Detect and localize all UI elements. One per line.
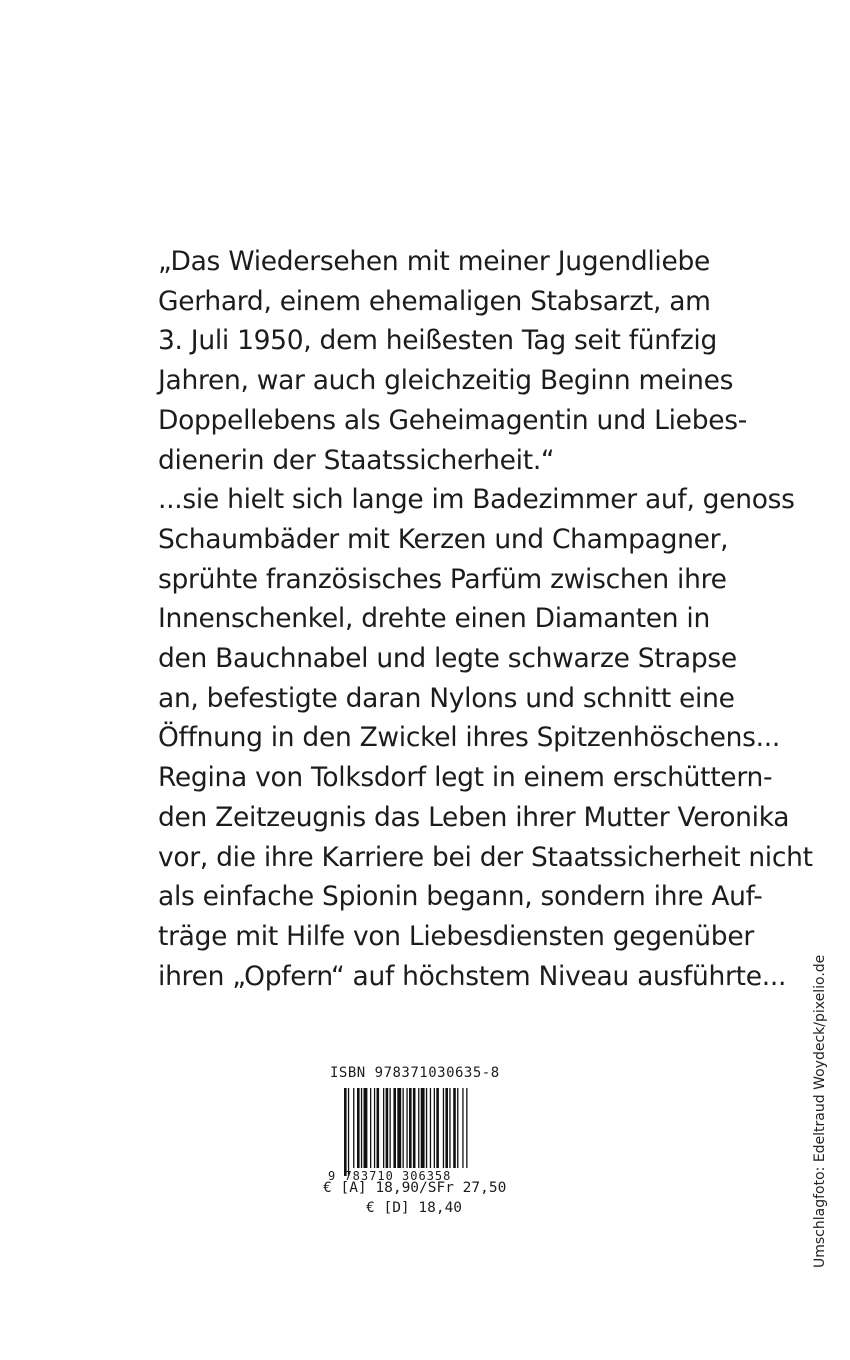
price-germany: € [D] 18,40 (366, 1200, 463, 1216)
barcode-bar (413, 1088, 416, 1168)
barcode-bar (364, 1088, 368, 1168)
barcode-bar (445, 1088, 448, 1168)
blurb-line: ihren „Opfern“ auf höchstem Niveau ausführte... (158, 960, 787, 992)
barcode-bar (403, 1088, 404, 1168)
barcode-bar (383, 1088, 384, 1168)
barcode-bar (397, 1088, 401, 1168)
blurb-line: Schaumbäder mit Kerzen und Champagner, (158, 523, 729, 555)
barcode-bar (436, 1088, 439, 1168)
barcode-bar (393, 1088, 396, 1168)
blurb-line: an, befestigte daran Nylons und schnitt eine (158, 682, 735, 714)
barcode-bar (377, 1088, 380, 1168)
barcode-bar (357, 1088, 360, 1168)
barcode-bar (434, 1088, 435, 1168)
barcode-bar (344, 1088, 347, 1176)
barcode-bar (370, 1088, 371, 1168)
barcode-bars (344, 1088, 508, 1176)
barcode-bar (386, 1088, 389, 1168)
isbn-label: ISBN 978371030635-8 (330, 1065, 500, 1081)
back-cover-blurb (158, 242, 813, 996)
barcode-bar (457, 1088, 458, 1168)
blurb-line: als einfache Spionin begann, sondern ihre Auf- (158, 881, 763, 913)
blurb-line: den Zeitzeugnis das Leben ihrer Mutter Veronika (158, 801, 790, 833)
barcode-bar (421, 1088, 425, 1168)
barcode-graphic (344, 1088, 508, 1176)
blurb-line: den Bauchnabel und legte schwarze Strapse (158, 643, 737, 675)
blurb-line: 3. Juli 1950, dem heißesten Tag seit fünfzig (158, 325, 718, 357)
barcode-bar (361, 1088, 362, 1168)
barcode-bar (426, 1088, 427, 1168)
barcode-bar (466, 1088, 467, 1168)
barcode-bar (390, 1088, 391, 1168)
barcode-bar (430, 1088, 431, 1168)
barcode-bar (462, 1088, 463, 1168)
blurb-line: träge mit Hilfe von Liebesdiensten gegenüber (158, 920, 754, 952)
barcode-bar (453, 1088, 456, 1168)
barcode-bar (348, 1088, 349, 1176)
blurb-line: ...sie hielt sich lange im Badezimmer auf, genoss (158, 484, 795, 516)
blurb-line: vor, die ihre Karriere bei der Staatssicherheit nicht (158, 841, 813, 873)
blurb-line: Öffnung in den Zwickel ihres Spitzenhöschens... (158, 722, 780, 754)
blurb-line: Regina von Tolksdorf legt in einem erschüttern- (158, 762, 773, 794)
blurb-line: Gerhard, einem ehemaligen Stabsarzt, am (158, 285, 711, 317)
blurb-line: dienerin der Staatssicherheit.“ (158, 444, 555, 476)
barcode-bar (443, 1088, 444, 1168)
blurb-line: „Das Wiedersehen mit meiner Jugendliebe (158, 246, 710, 277)
blurb-line: Innenschenkel, drehte einen Diamanten in (158, 603, 710, 635)
price-austria-switzerland: € [A] 18,90/SFr 27,50 (323, 1180, 507, 1196)
photo-credit: Umschlagfoto: Edeltraud Woydeck/pixelio.de (812, 954, 828, 1268)
barcode-digits: 9 783710 306358 (328, 1169, 452, 1183)
barcode-bar (406, 1088, 407, 1168)
barcode-bar (449, 1088, 450, 1168)
blurb-line: sprühte französisches Parfüm zwischen ihre (158, 563, 727, 595)
blurb-line: Jahren, war auch gleichzeitig Beginn meines (158, 365, 734, 397)
blurb-line: Doppellebens als Geheimagentin und Liebes- (158, 404, 747, 436)
barcode-bar (409, 1088, 412, 1168)
barcode-bar (374, 1088, 375, 1168)
barcode-bar (418, 1088, 419, 1168)
barcode-bar (353, 1088, 354, 1168)
